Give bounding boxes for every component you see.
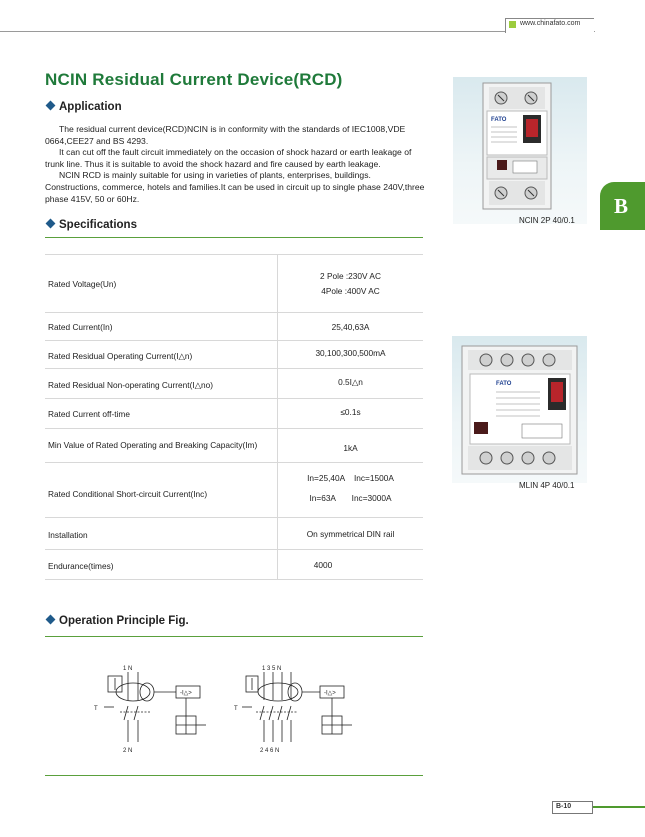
specifications-heading: Specifications — [45, 219, 137, 231]
application-paragraph: NCIN RCD is mainly suitable for using in varieties of plants, enterprises, buildings. Constructions, commerce, hotels and families.It can be used in circuit up to single phase 240V,three phase 415V, 50 or 60Hz. — [45, 170, 425, 204]
spec-label: Endurance(times) — [48, 561, 114, 571]
application-paragraph: The residual current device(RCD)NCIN is in conformity with the standards of IEC1008,VDE 0664,CEE27 and BS 4293. — [45, 124, 406, 146]
table-rule — [45, 398, 423, 399]
table-rule — [45, 428, 423, 429]
header-url[interactable]: www.chinafato.com — [520, 20, 581, 27]
page-number-box — [552, 801, 593, 814]
product-image-mlin-4p — [452, 336, 587, 483]
spec-value: 0.5I△n — [338, 377, 363, 387]
terminal-label-bottom: 2 4 6 N — [260, 748, 280, 754]
relay-label: -I△> — [180, 690, 192, 697]
spec-value: ≤0.1s — [340, 407, 361, 417]
spec-label: Rated Conditional Short-circuit Current(Inc) — [48, 489, 208, 499]
spec-value: In=25,40A Inc=1500A — [307, 473, 394, 483]
section-rule — [45, 636, 423, 637]
diamond-bullet-icon — [46, 615, 56, 625]
application-heading: Application — [45, 101, 122, 113]
terminal-label-bottom: 2 N — [123, 748, 133, 754]
test-button-label: T — [234, 706, 238, 712]
spec-label: Rated Residual Non-operating Current(I△no) — [48, 380, 214, 390]
operation-heading: Operation Principle Fig. — [45, 615, 189, 627]
terminal-label-top: 1 3 5 N — [262, 666, 282, 672]
spec-value: 4000 — [313, 560, 333, 570]
page-title: NCIN Residual Current Device(RCD) — [45, 70, 343, 89]
application-text — [45, 124, 427, 205]
table-rule — [45, 254, 423, 255]
spec-value: 30,100,300,500mA — [315, 348, 386, 358]
spec-value: 25,40,63A — [331, 322, 370, 332]
product-caption: NCIN 2P 40/0.1 — [519, 216, 575, 225]
table-rule — [45, 517, 423, 518]
diamond-bullet-icon — [46, 219, 56, 229]
page-number: B-10 — [556, 803, 572, 810]
table-rule — [45, 462, 423, 463]
spec-value: 1kA — [343, 443, 358, 453]
spec-value: 2 Pole :230V AC — [320, 271, 381, 281]
spec-label: Rated Current(In) — [48, 322, 113, 332]
spec-value: In=63A Inc=3000A — [309, 493, 392, 503]
table-rule — [45, 312, 423, 313]
spec-value: 4Pole :400V AC — [321, 286, 380, 296]
spec-label: Installation — [48, 530, 88, 540]
product-caption: MLIN 4P 40/0.1 — [519, 481, 575, 490]
operation-diagram-2-pole — [90, 660, 220, 755]
application-paragraph: It can cut off the fault circuit immediately on the occasion of shock hazard or earth leakage of trunk line. Thus it is suitable to avoid the shock hazard and fire caused by earth leakage. — [45, 147, 412, 169]
product-brand: FATO — [496, 381, 512, 387]
table-rule — [45, 549, 423, 550]
section-tab — [600, 182, 645, 230]
diamond-bullet-icon — [46, 101, 56, 111]
relay-label: -I△> — [324, 690, 336, 697]
spec-label: Rated Current off-time — [48, 409, 130, 419]
test-button-label: T — [94, 706, 98, 712]
table-rule — [45, 340, 423, 341]
section-rule — [45, 237, 423, 238]
terminal-label-top: 1 N — [123, 666, 133, 672]
section-rule — [45, 775, 423, 776]
spec-label: Rated Residual Operating Current(I△n) — [48, 351, 193, 361]
table-rule — [45, 368, 423, 369]
section-tab-letter: B — [614, 194, 629, 218]
product-brand: FATO — [491, 117, 507, 123]
table-rule — [45, 579, 423, 580]
operation-diagram-4-pole — [232, 660, 362, 755]
header-bullet-icon — [509, 21, 516, 28]
product-image-ncin-2p — [453, 77, 587, 224]
spec-label: Rated Voltage(Un) — [48, 279, 117, 289]
spec-label: Min Value of Rated Operating and Breaking Capacity(Im) — [48, 440, 258, 450]
spec-value: On symmetrical DIN rail — [306, 529, 395, 539]
